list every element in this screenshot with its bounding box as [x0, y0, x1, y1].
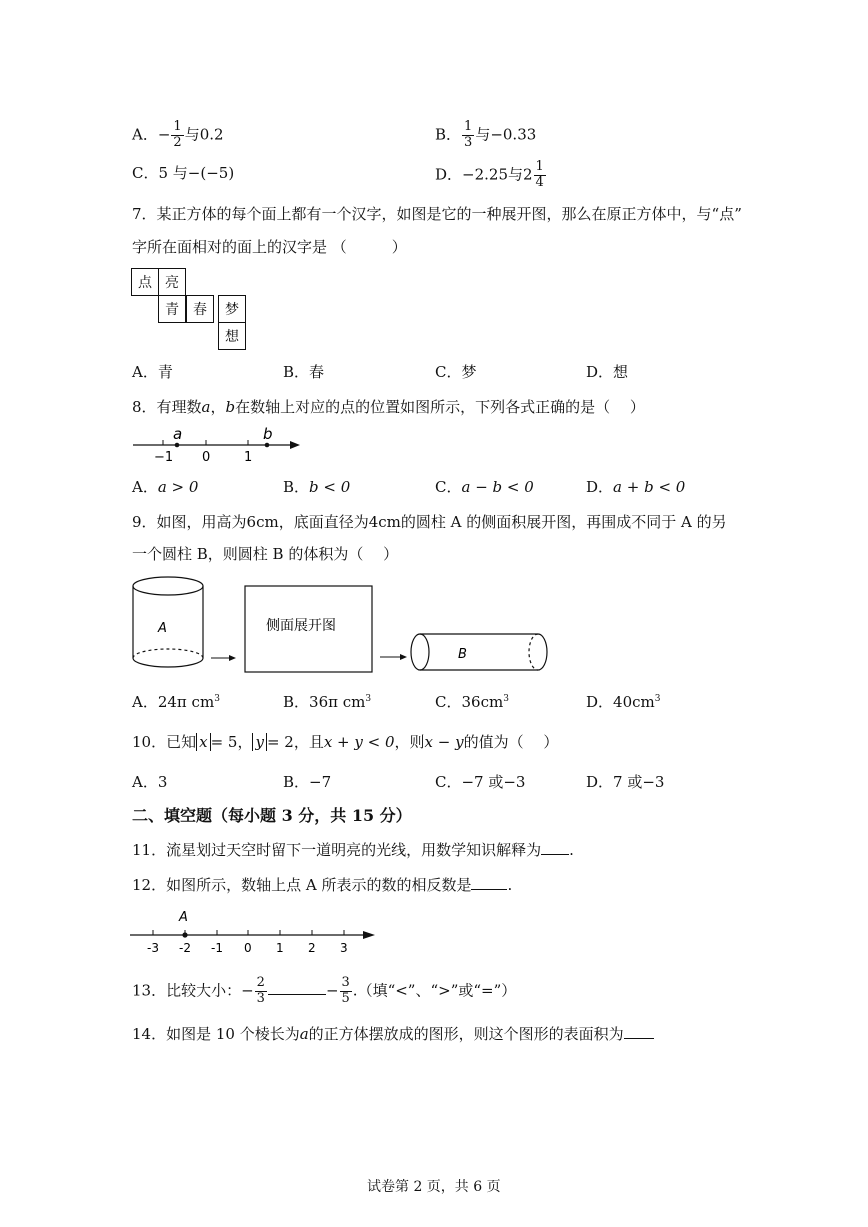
tick-label: 0 — [202, 450, 211, 465]
tick-label: 3 — [340, 941, 348, 955]
q10-option-d[interactable]: D．7 或−3 — [586, 773, 665, 791]
tick-label: 1 — [276, 941, 284, 955]
q12-stem — [132, 878, 512, 893]
net-cell: 梦 — [218, 295, 246, 323]
option-text: 36cm — [461, 693, 504, 711]
tick-label: 1 — [244, 450, 253, 465]
answer-blank[interactable] — [471, 889, 507, 890]
q9-stem-line2: 一个圆柱 B，则圆柱 B 的体积为（ ） — [132, 545, 399, 563]
q7-option-b[interactable]: B．春 — [283, 363, 325, 381]
net-cell: 想 — [218, 322, 246, 350]
option-label: D． — [586, 478, 614, 496]
q10-option-c[interactable]: C．−7 或−3 — [435, 773, 526, 791]
stem-text: ，则 — [394, 733, 425, 751]
stem-text: 13．比较大小：− — [132, 981, 254, 1000]
fraction — [171, 120, 183, 151]
q9-cylinder-figure — [125, 572, 555, 682]
q7-stem-line2: 字所在面相对的面上的汉字是 （ ） — [132, 238, 407, 256]
option-text: 与−0.33 — [475, 125, 537, 144]
option-text: a − b < 0 — [461, 478, 534, 496]
option-label: B． — [283, 693, 310, 711]
arrow-icon — [290, 441, 300, 449]
net-cell: 青 — [158, 295, 186, 323]
stem-text: . — [569, 841, 574, 859]
q7-option-d[interactable]: D．想 — [586, 363, 629, 381]
tick-label: -2 — [179, 941, 191, 955]
option-label: C． — [435, 693, 462, 711]
stem-text: 8．有理数 — [132, 398, 202, 416]
denominator: 3 — [256, 990, 265, 1006]
cylinder-b-right-end — [538, 634, 547, 670]
q8-number-line — [130, 425, 310, 465]
tick-label: -3 — [147, 941, 159, 955]
answer-blank[interactable] — [541, 854, 569, 855]
arrow-icon — [400, 654, 407, 660]
q6-option-c[interactable] — [132, 166, 234, 181]
arrow-icon — [229, 655, 236, 661]
tick-label: 0 — [244, 941, 252, 955]
option-label: A． — [132, 125, 158, 144]
stem-text: 在数轴上对应的点的位置如图所示，下列各式正确的是（ ） — [235, 398, 645, 416]
q13-stem — [132, 976, 516, 1007]
rect-label: 侧面展开图 — [266, 618, 336, 634]
q8-stem — [132, 400, 645, 415]
stem-text: .（填“<”、“>”或“=”） — [352, 981, 517, 1000]
q7-stem-line1: 7．某正方体的每个面上都有一个汉字，如图是它的一种展开图，那么在原正方体中，与“点” — [132, 205, 742, 223]
option-text: −2.25与2 — [462, 165, 533, 184]
superscript: 3 — [214, 694, 220, 704]
q9-stem-line1: 9．如图，用高为6cm，底面直径为4cm的圆柱 A 的侧面积展开图，再围成不同于 A 的另 — [132, 513, 727, 531]
cylinder-b-left-end — [411, 634, 429, 670]
tick-label: −1 — [154, 450, 174, 465]
stem-text: 的值为（ ） — [463, 733, 559, 751]
cylinder-a-bottom-hidden — [133, 649, 203, 658]
section-heading: 二、填空题（每小题 3 分，共 15 分） — [132, 806, 412, 825]
point-a-label: A — [179, 910, 188, 925]
tick-label: -1 — [211, 941, 223, 955]
stem-text: . — [507, 876, 513, 894]
minus-sign: − — [325, 981, 339, 1000]
fraction — [255, 976, 267, 1007]
expression: x − y — [424, 733, 464, 751]
point-a — [175, 443, 180, 448]
q8-option-b[interactable] — [283, 480, 350, 495]
option-label: A． — [132, 693, 158, 711]
option-text: 36π cm — [309, 693, 366, 711]
denominator: 2 — [173, 134, 182, 150]
option-label: C． — [132, 164, 159, 182]
option-text: 24π cm — [157, 693, 215, 711]
q10-stem — [132, 735, 558, 750]
cylinder-a-bottom — [133, 658, 203, 667]
q9-option-b[interactable] — [283, 695, 371, 710]
superscript: 3 — [365, 694, 372, 704]
q6-option-a[interactable] — [132, 120, 224, 151]
stem-text: = 5， — [210, 733, 253, 751]
option-text: 与0.2 — [184, 125, 224, 144]
q7-option-c[interactable]: C．梦 — [435, 363, 477, 381]
q11-stem — [132, 843, 574, 858]
option-label: B． — [435, 125, 462, 144]
arrow-icon — [363, 931, 375, 939]
q8-option-c[interactable] — [435, 480, 534, 495]
stem-text: 的正方体摆放成的图形，则这个图形的表面积为 — [308, 1025, 624, 1043]
abs-y: y — [252, 733, 266, 751]
stem-text: 11．流星划过天空时留下一道明亮的光线，用数学知识解释为 — [132, 841, 542, 859]
stem-text: 10．已知 — [132, 733, 197, 751]
superscript: 3 — [654, 694, 661, 704]
stem-text: 14．如图是 10 个棱长为 — [132, 1025, 300, 1043]
stem-text: ， — [210, 398, 226, 416]
cylinder-a-top — [133, 577, 203, 595]
point-b-label: b — [263, 425, 273, 443]
option-text: a + b < 0 — [613, 478, 686, 496]
numerator: 1 — [464, 119, 473, 134]
stem-text: = 2，且 — [266, 733, 324, 751]
denominator: 3 — [464, 134, 473, 150]
q12-number-line — [128, 905, 383, 955]
option-label: A． — [132, 478, 158, 496]
q8-option-d[interactable] — [586, 480, 685, 495]
q14-stem — [132, 1027, 654, 1042]
condition: x + y < 0 — [323, 733, 395, 751]
q6-option-d[interactable] — [435, 160, 547, 191]
cylinder-b-right-hidden — [529, 634, 538, 670]
net-cell: 春 — [186, 295, 214, 323]
tick-label: 2 — [308, 941, 316, 955]
option-label: D． — [435, 165, 463, 184]
var-a: a — [299, 1025, 309, 1043]
q8-option-a[interactable] — [132, 480, 198, 495]
option-text: b < 0 — [309, 478, 351, 496]
fraction — [462, 120, 474, 151]
abs-x: x — [196, 733, 210, 751]
numerator: 1 — [173, 119, 182, 134]
net-cell: 亮 — [158, 268, 186, 296]
numerator: 3 — [341, 975, 350, 990]
option-text: 40cm — [613, 693, 655, 711]
option-text: 5 与−(−5) — [158, 164, 235, 182]
fraction — [534, 160, 546, 191]
minus-sign: − — [157, 125, 171, 144]
point-b — [265, 443, 270, 448]
q10-option-a[interactable]: A．3 — [132, 773, 168, 791]
q9-option-c[interactable] — [435, 695, 509, 710]
var-a: a — [201, 398, 211, 416]
point-a-label: a — [173, 425, 183, 443]
q10-option-b[interactable]: B．−7 — [283, 773, 332, 791]
option-label: C． — [435, 478, 462, 496]
page-footer: 试卷第 2 页，共 6 页 — [367, 1179, 501, 1195]
net-cell: 点 — [131, 268, 159, 296]
cylinder-a-label: A — [158, 621, 167, 636]
q9-option-d[interactable] — [586, 695, 660, 710]
option-text: a > 0 — [157, 478, 199, 496]
cylinder-b-label: B — [458, 647, 467, 662]
denominator: 5 — [341, 990, 350, 1006]
option-label: B． — [283, 478, 310, 496]
q6-option-b[interactable] — [435, 120, 536, 151]
fraction — [340, 976, 352, 1007]
numerator: 1 — [535, 159, 544, 174]
option-label: D． — [586, 693, 614, 711]
q9-option-a[interactable] — [132, 695, 220, 710]
var-b: b — [225, 398, 236, 416]
answer-blank[interactable] — [624, 1038, 654, 1039]
stem-text: 12．如图所示，数轴上点 A 所表示的数的相反数是 — [132, 876, 472, 894]
denominator: 4 — [535, 174, 544, 190]
superscript: 3 — [503, 694, 509, 704]
point-a — [182, 932, 187, 937]
numerator: 2 — [256, 975, 265, 990]
answer-blank[interactable] — [268, 994, 326, 995]
q7-option-a[interactable]: A．青 — [132, 363, 173, 381]
